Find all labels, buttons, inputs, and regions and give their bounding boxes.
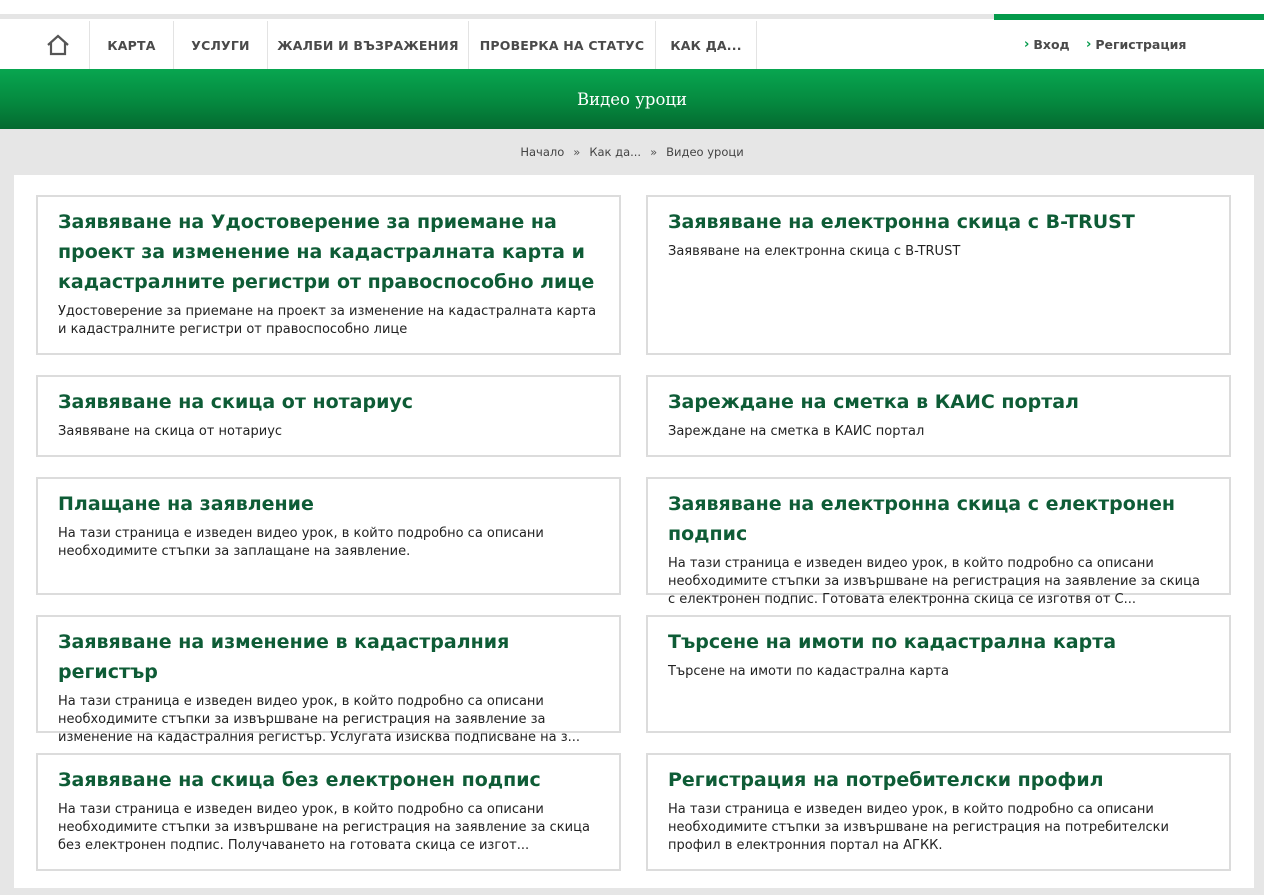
video-lessons-grid xyxy=(14,175,1254,895)
video-card[interactable] xyxy=(36,615,621,745)
top-accent-strip xyxy=(0,0,1264,21)
video-card[interactable] xyxy=(646,195,1231,355)
nav-home-button[interactable] xyxy=(26,21,90,69)
video-card-title[interactable]: Търсене на имоти по кадастрална карта xyxy=(668,631,1117,653)
video-card-description: На тази страница е изведен видео урок, в който подробно са описани необходимите стъпки за извършване на регистрация на заявление за скица без електронен подпис. Получаването на готовата скица се изгот... xyxy=(58,802,590,853)
video-card[interactable] xyxy=(36,753,621,871)
video-card-title[interactable]: Заявяване на електронна скица с B-TRUST xyxy=(668,211,1135,233)
video-card-title[interactable]: Регистрация на потребителски профил xyxy=(668,769,1104,791)
video-card-description: Заявяване на скица от нотариус xyxy=(58,424,283,439)
video-card-title[interactable]: Заявяване на електронна скица с електронен подпис xyxy=(668,493,1175,545)
video-card-title[interactable]: Заявяване на скица от нотариус xyxy=(58,391,414,413)
page-bottom-edge xyxy=(0,888,1264,895)
video-card-description: Търсене на имоти по кадастрална карта xyxy=(668,664,949,679)
video-card-description: Удостоверение за приемане на проект за изменение на кадастралната карта и кадастралните регистри от правоспособно лице xyxy=(58,304,597,337)
register-label: Регистрация xyxy=(1095,37,1187,52)
breadcrumb-home[interactable]: Начало xyxy=(520,145,565,159)
video-card-description: На тази страница е изведен видео урок, в който подробно са описани необходимите стъпки за извършване на регистрация на потребителски профил в електронния портал на АГКК. xyxy=(668,802,1169,853)
page-banner xyxy=(0,69,1264,129)
video-card-title[interactable]: Зареждане на сметка в КАИС портал xyxy=(668,391,1079,413)
nav-item-services[interactable]: УСЛУГИ xyxy=(174,21,268,69)
nav-item-how-to[interactable]: КАК ДА... xyxy=(656,21,757,69)
video-card[interactable] xyxy=(646,615,1231,733)
video-card-title[interactable]: Заявяване на скица без електронен подпис xyxy=(58,769,541,791)
page-title: Видео уроци xyxy=(576,89,688,109)
video-card[interactable] xyxy=(36,477,621,595)
video-card-description: На тази страница е изведен видео урок, в който подробно са описани необходимите стъпки за извършване на регистрация на заявление за скица с електронен подпис. Готовата електронна скица се изготвя от С... xyxy=(668,556,1200,607)
video-card-title[interactable]: Плащане на заявление xyxy=(58,493,314,515)
video-card-title[interactable]: Заявяване на Удостоверение за приемане на проект за изменение на кадастралната карта и кадастралните регистри от правоспособно лице xyxy=(58,211,595,293)
login-label: Вход xyxy=(1033,37,1070,52)
breadcrumb-separator: » xyxy=(650,145,658,159)
top-green-bar xyxy=(994,14,1264,20)
register-link[interactable] xyxy=(1086,37,1186,52)
video-card[interactable] xyxy=(646,375,1231,457)
video-card-description: На тази страница е изведен видео урок, в който подробно са описани необходимите стъпки за заплащане на заявление. xyxy=(58,526,544,559)
video-card-description: Зареждане на сметка в КАИС портал xyxy=(668,424,925,439)
login-link[interactable] xyxy=(1024,37,1070,52)
home-icon xyxy=(46,34,70,56)
breadcrumb-how-to[interactable]: Как да... xyxy=(589,145,642,159)
top-grey-bar xyxy=(0,14,994,19)
video-card-description: На тази страница е изведен видео урок, в който подробно са описани необходимите стъпки за извършване на регистрация на заявление за изменение на кадастралния регистър. Услугата изисква подписване на з... xyxy=(58,694,581,745)
nav-item-status-check[interactable]: ПРОВЕРКА НА СТАТУС xyxy=(469,21,656,69)
video-card[interactable] xyxy=(36,375,621,457)
video-card[interactable] xyxy=(646,753,1231,871)
breadcrumb xyxy=(0,129,1264,175)
video-card[interactable] xyxy=(646,477,1231,607)
video-card[interactable] xyxy=(36,195,621,355)
breadcrumb-separator: » xyxy=(573,145,581,159)
nav-item-complaints[interactable]: ЖАЛБИ И ВЪЗРАЖЕНИЯ xyxy=(268,21,469,69)
chevron-right-icon: › xyxy=(1086,37,1092,52)
breadcrumb-current: Видео уроци xyxy=(666,145,744,159)
nav-item-map[interactable]: КАРТА xyxy=(90,21,174,69)
video-card-title[interactable]: Заявяване на изменение в кадастралния регистър xyxy=(58,631,510,683)
chevron-right-icon: › xyxy=(1024,37,1030,52)
video-card-description: Заявяване на електронна скица с B-TRUST xyxy=(668,244,961,259)
main-navbar xyxy=(0,21,1264,69)
